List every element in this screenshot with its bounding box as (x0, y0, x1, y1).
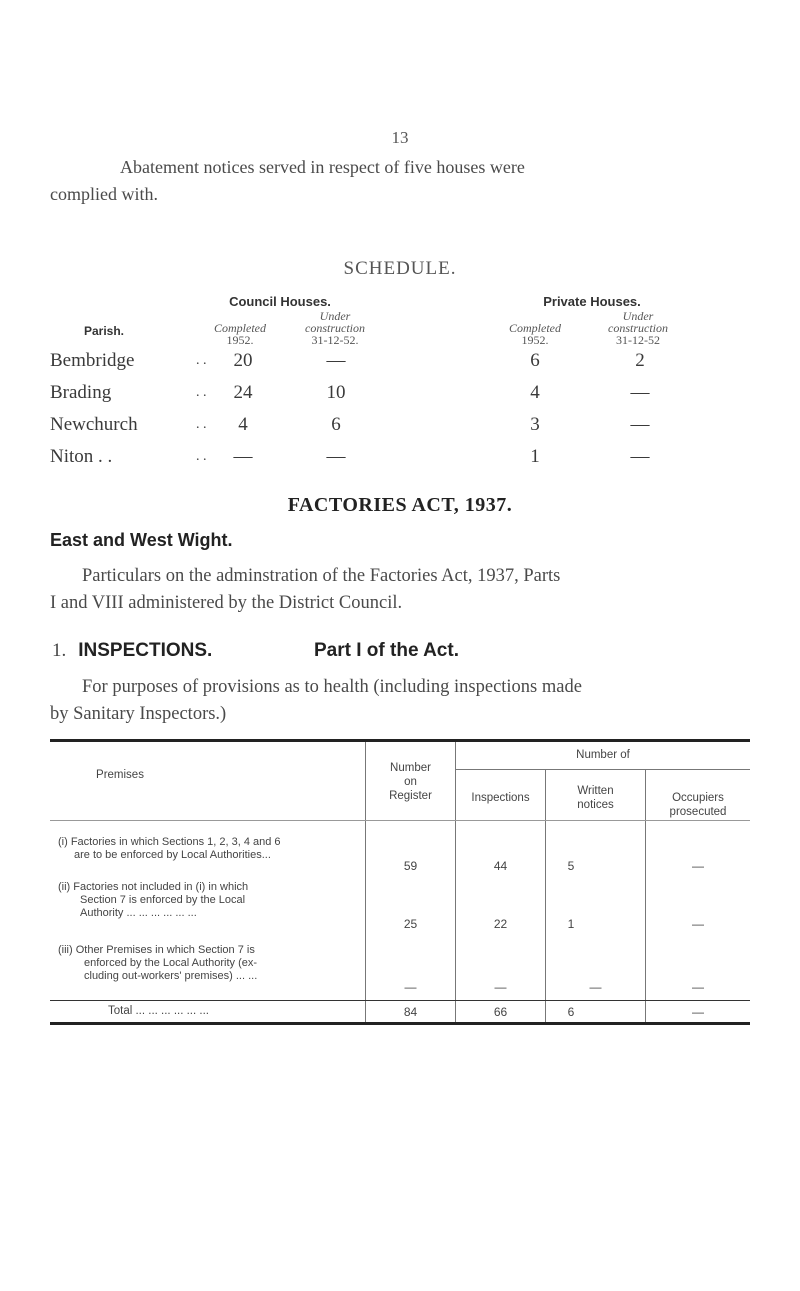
register-header-line: Number (390, 762, 431, 774)
premises-line: (i) Factories in which Sections 1, 2, 3, 4 and 6 (58, 836, 281, 848)
page-number: 13 (391, 128, 409, 147)
private-under-label: Under (622, 309, 654, 323)
register-value: 59 (403, 859, 418, 873)
council-completed-value: 24 (233, 382, 253, 403)
premises-line: enforced by the Local Authority (ex- (84, 957, 258, 969)
table-row-premises (58, 836, 358, 862)
private-completed-year: 1952. (521, 333, 549, 347)
private-under-value: — (630, 414, 650, 435)
council-under-value: 10 (326, 382, 346, 403)
written-value: 1 (567, 917, 575, 931)
council-completed-value: 4 (238, 414, 248, 435)
particulars-line-2: I and VIII administered by the District Council. (50, 593, 403, 613)
factories-act-title: FACTORIES ACT, 1937. (287, 494, 513, 516)
total-register-value: 84 (403, 1005, 418, 1019)
schedule-row (0, 414, 800, 444)
occupiers-header-line: Occupiers (672, 792, 724, 804)
table-row-premises (58, 881, 358, 920)
private-under-value: 2 (635, 350, 645, 371)
council-completed-label: Completed (214, 321, 266, 335)
register-value: 25 (403, 917, 418, 931)
written-value: — (589, 980, 602, 994)
intro-line-2: complied with. (50, 184, 158, 204)
section-number: 1. (52, 640, 67, 661)
total-occupiers-value: — (692, 1005, 704, 1019)
particulars-paragraph (50, 563, 750, 617)
east-west-wight-heading: East and West Wight. (50, 530, 233, 550)
schedule-row (0, 382, 800, 412)
total-inspections-value: 66 (493, 1005, 508, 1019)
inspections-header: Inspections (471, 792, 530, 804)
council-under-label: Under (319, 309, 351, 323)
leader-dots: . . (196, 417, 207, 432)
council-completed-value: — (233, 446, 253, 467)
occupiers-header-line: prosecuted (669, 806, 727, 818)
total-written-value: 6 (567, 1005, 575, 1019)
header-bottom-rule (50, 820, 750, 821)
inspections-value: — (494, 980, 507, 994)
total-label: Total ... ... ... ... ... ... (108, 1005, 209, 1017)
private-under-value: — (630, 446, 650, 467)
purposes-paragraph (50, 674, 750, 728)
council-under-value: 6 (331, 414, 341, 435)
purposes-line-1: For purposes of provisions as to health (including inspections made (82, 677, 582, 697)
council-completed-year: 1952. (226, 333, 254, 347)
private-completed-value: 1 (530, 446, 540, 467)
council-under-value: — (326, 350, 346, 371)
council-under-header (280, 310, 390, 346)
table-top-rule (50, 739, 750, 742)
premises-header: Premises (96, 769, 144, 781)
premises-line: Section 7 is enforced by the Local (80, 894, 246, 906)
register-header (366, 761, 455, 803)
schedule-row (0, 446, 800, 476)
council-completed-value: 20 (233, 350, 253, 371)
leader-dots: . . (196, 385, 207, 400)
schedule-row (0, 350, 800, 380)
council-under-date: 31-12-52. (311, 333, 359, 347)
private-under-header (583, 310, 693, 346)
schedule-title: SCHEDULE. (343, 258, 457, 279)
section-part: Part I of the Act. (314, 640, 459, 661)
council-completed-header (200, 322, 280, 346)
number-of-underline (456, 769, 750, 770)
parish-name: Niton . . (50, 446, 113, 467)
occupiers-value: — (692, 980, 704, 994)
register-header-line: on (404, 776, 417, 788)
council-construction-label: construction (305, 321, 365, 335)
parish-name: Bembridge (50, 350, 135, 371)
written-notices-header (546, 784, 645, 812)
private-completed-value: 3 (530, 414, 540, 435)
register-header-line: Register (389, 790, 432, 802)
private-under-date: 31-12-52 (616, 333, 660, 347)
leader-dots: . . (196, 353, 207, 368)
private-houses-header: Private Houses. (543, 294, 641, 309)
inspections-value: 22 (493, 917, 508, 931)
written-value: 5 (567, 859, 575, 873)
premises-line: cluding out-workers' premises) ... ... (84, 970, 258, 982)
private-completed-header (495, 322, 575, 346)
inspections-value: 44 (493, 859, 508, 873)
private-construction-label: construction (608, 321, 668, 335)
parish-column-header: Parish. (84, 324, 125, 338)
table-row-premises (58, 944, 358, 983)
occupiers-value: — (692, 859, 704, 873)
private-completed-value: 4 (530, 382, 540, 403)
written-header-line: Written (577, 785, 614, 797)
occupiers-prosecuted-header (646, 791, 750, 819)
premises-line: are to be enforced by Local Authorities... (74, 849, 271, 861)
occupiers-value: — (692, 917, 704, 931)
leader-dots: . . (196, 449, 207, 464)
parish-name: Newchurch (50, 414, 138, 435)
premises-line: (ii) Factories not included in (i) in which (58, 881, 249, 893)
inspections-heading (52, 640, 459, 662)
private-completed-label: Completed (509, 321, 561, 335)
register-value: — (404, 980, 417, 994)
written-header-line: notices (577, 799, 614, 811)
premises-line: (iii) Other Premises in which Section 7 is (58, 944, 255, 956)
parish-name: Brading (50, 382, 112, 403)
premises-line: Authority ... ... ... ... ... ... (80, 907, 197, 919)
table-bottom-rule (50, 1022, 750, 1025)
council-houses-header: Council Houses. (229, 294, 331, 309)
private-completed-value: 6 (530, 350, 540, 371)
total-top-rule (50, 1000, 750, 1001)
private-under-value: — (630, 382, 650, 403)
particulars-line-1: Particulars on the adminstration of the Factories Act, 1937, Parts (82, 566, 561, 586)
council-under-value: — (326, 446, 346, 467)
purposes-line-2: by Sanitary Inspectors.) (50, 704, 227, 724)
intro-paragraph (50, 154, 750, 208)
intro-line-1: Abatement notices served in respect of five houses were (120, 157, 525, 177)
section-title: INSPECTIONS. (78, 640, 213, 661)
number-of-header: Number of (576, 749, 630, 761)
